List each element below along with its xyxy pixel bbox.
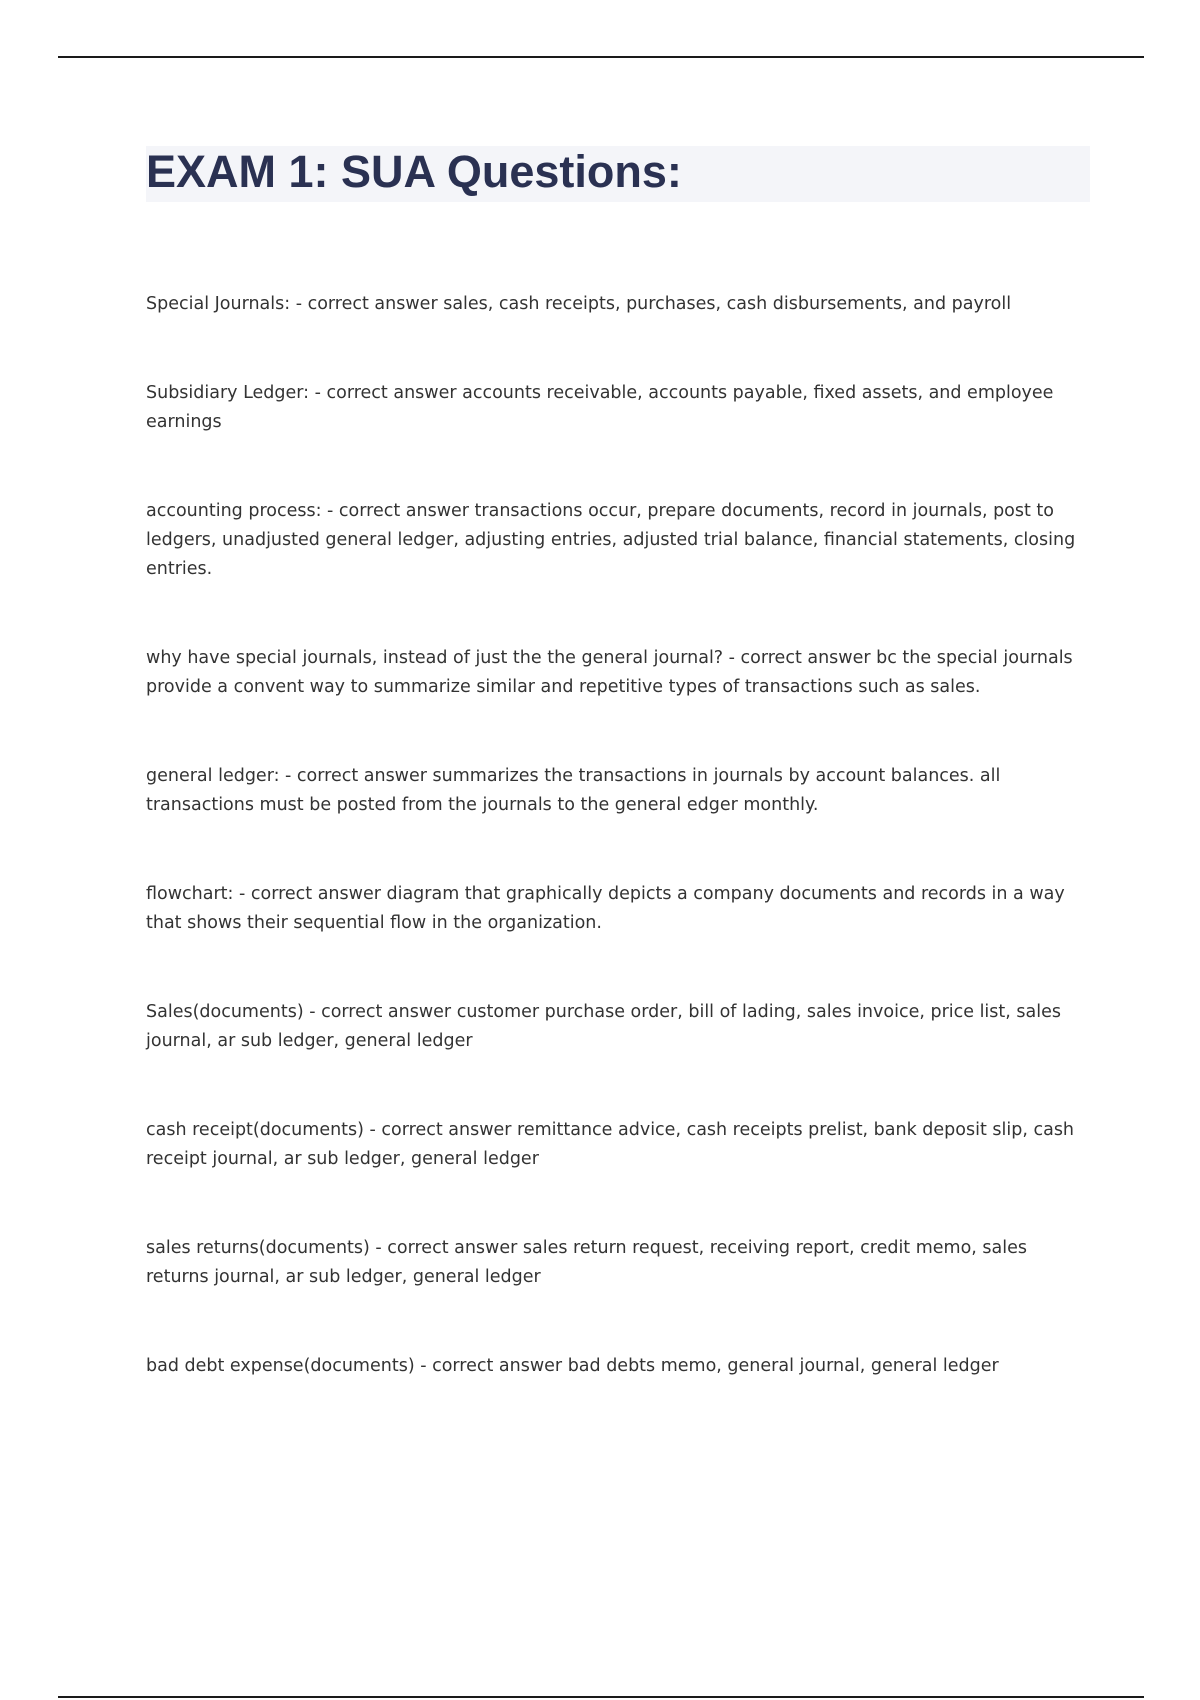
qa-entry: bad debt expense(documents) - correct answer bad debts memo, general journal, general ledger (146, 1356, 999, 1376)
qa-entry: cash receipt(documents) - correct answer remittance advice, cash receipts prelist, bank deposit slip, cash receipt journal, ar sub ledger, general ledger (146, 1120, 1075, 1169)
qa-entry: why have special journals, instead of just the the general journal? - correct answer bc the special journals provide a convent way to summarize similar and repetitive types of transactions such as sales. (146, 648, 1073, 697)
header-rule (58, 56, 1144, 58)
qa-entry: general ledger: - correct answer summarizes the transactions in journals by account balances. all transactions must be posted from the journals to the general edger monthly. (146, 766, 1001, 815)
qa-entry: flowchart: - correct answer diagram that graphically depicts a company documents and records in a way that shows their sequential flow in the organization. (146, 884, 1065, 933)
qa-entry: sales returns(documents) - correct answer sales return request, receiving report, credit memo, sales returns journal, ar sub ledger, general ledger (146, 1238, 1028, 1287)
qa-entry: Sales(documents) - correct answer customer purchase order, bill of lading, sales invoice, price list, sales journal, ar sub ledger, general ledger (146, 1002, 1061, 1051)
qa-entry: accounting process: - correct answer transactions occur, prepare documents, record in journals, post to ledgers, unadjusted general ledger, adjusting entries, adjusted trial balance, financial statements, closing entries. (146, 501, 1076, 579)
footer-rule (58, 1696, 1144, 1698)
qa-entry-list (146, 290, 1090, 1441)
qa-entry: Subsidiary Ledger: - correct answer accounts receivable, accounts payable, fixed assets, and employee earnings (146, 383, 1054, 432)
page-title: EXAM 1: SUA Questions: (146, 146, 682, 197)
qa-entry: Special Journals: - correct answer sales, cash receipts, purchases, cash disbursements, and payroll (146, 294, 1012, 314)
